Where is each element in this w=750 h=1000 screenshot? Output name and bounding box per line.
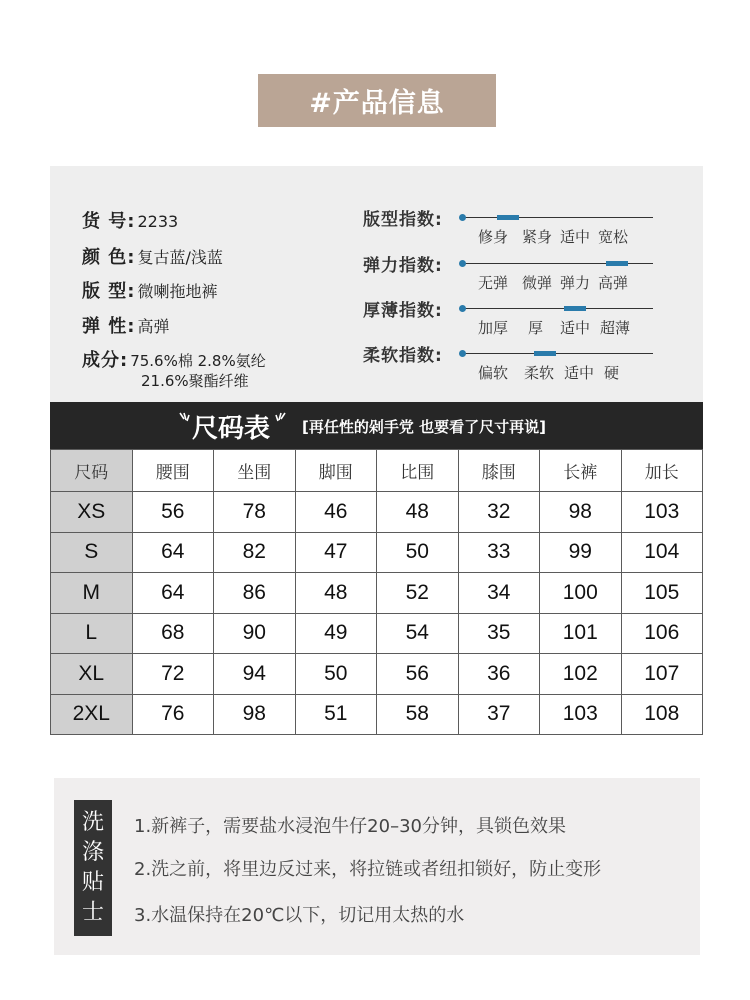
scale-options [478, 362, 634, 383]
scale-option: 微弹 [522, 274, 553, 292]
column-header: 长裤 [540, 450, 622, 492]
scale-thickness-index [363, 298, 663, 338]
washing-tag-char: 贴 [81, 870, 104, 895]
attr-value: 复古蓝/浅蓝 [137, 248, 223, 267]
attr-label: 货 号: [82, 211, 136, 232]
table-cell: 47 [295, 532, 377, 573]
table-cell: 106 [621, 613, 703, 654]
column-header: 脚围 [295, 450, 377, 492]
table-cell: 36 [458, 654, 540, 695]
table-cell: 105 [621, 573, 703, 614]
table-cell: 108 [621, 694, 703, 735]
table-row [51, 532, 703, 573]
table-cell: 52 [377, 573, 459, 614]
table-cell: 101 [540, 613, 622, 654]
table-cell: 58 [377, 694, 459, 735]
scale-marker [497, 215, 519, 220]
table-cell: 98 [540, 492, 622, 533]
table-cell: 86 [214, 573, 296, 614]
size-cell: M [51, 573, 133, 614]
size-cell: S [51, 532, 133, 573]
table-cell: 98 [214, 694, 296, 735]
size-chart-subtitle: [再任性的剁手党 也要看了尺寸再说] [302, 418, 546, 436]
attr-fit [82, 277, 217, 303]
table-cell: 49 [295, 613, 377, 654]
table-cell: 107 [621, 654, 703, 695]
size-table [50, 449, 703, 735]
washing-tag-char: 涤 [81, 840, 104, 865]
scale-option: 适中 [560, 319, 591, 337]
scale-option: 柔软 [524, 364, 555, 382]
washing-tips-tag [74, 800, 112, 936]
table-cell: 82 [214, 532, 296, 573]
table-cell: 56 [377, 654, 459, 695]
scale-option: 硬 [604, 364, 620, 382]
column-header: 坐围 [214, 450, 296, 492]
size-cell: XL [51, 654, 133, 695]
scale-label: 柔软指数: [363, 346, 443, 366]
scale-option: 高弹 [598, 274, 629, 292]
table-cell: 100 [540, 573, 622, 614]
table-cell: 103 [621, 492, 703, 533]
sparkle-left-icon [178, 411, 190, 425]
scale-option: 偏软 [478, 364, 509, 382]
attr-label: 弹 性: [82, 316, 136, 337]
scale-options [478, 317, 638, 338]
scale-options [478, 226, 636, 247]
size-chart-header [50, 402, 703, 449]
table-header-row [51, 450, 703, 492]
table-cell: 104 [621, 532, 703, 573]
scale-start-dot [459, 305, 466, 312]
table-cell: 76 [132, 694, 214, 735]
attr-value: 高弹 [137, 317, 170, 336]
washing-tag-char: 洗 [81, 810, 104, 835]
scale-label: 厚薄指数: [363, 301, 443, 321]
table-cell: 46 [295, 492, 377, 533]
table-cell: 102 [540, 654, 622, 695]
scale-elasticity-index [363, 253, 663, 293]
scale-label: 版型指数: [363, 210, 443, 230]
attr-label: 成分: [82, 350, 129, 371]
scale-start-dot [459, 350, 466, 357]
table-cell: 32 [458, 492, 540, 533]
table-row [51, 492, 703, 533]
table-cell: 94 [214, 654, 296, 695]
column-header: 加长 [621, 450, 703, 492]
attr-composition-line2: 21.6%聚酯纤维 [141, 372, 249, 390]
scale-line [463, 308, 653, 309]
scale-option: 弹力 [560, 274, 591, 292]
size-cell: XS [51, 492, 133, 533]
attr-color [82, 243, 223, 269]
table-cell: 35 [458, 613, 540, 654]
product-info-title: #产品信息 [258, 74, 496, 127]
column-header: 比围 [377, 450, 459, 492]
table-cell: 54 [377, 613, 459, 654]
scale-options [478, 272, 636, 293]
scale-fit-index [363, 207, 663, 247]
attr-label: 颜 色: [82, 247, 136, 268]
table-cell: 37 [458, 694, 540, 735]
scale-marker [606, 261, 628, 266]
column-header: 膝围 [458, 450, 540, 492]
table-cell: 34 [458, 573, 540, 614]
column-header: 尺码 [51, 450, 133, 492]
table-row [51, 613, 703, 654]
washing-tag-char: 士 [81, 900, 104, 925]
attr-item-number [82, 207, 178, 233]
table-cell: 48 [295, 573, 377, 614]
scale-line [463, 353, 653, 354]
table-cell: 50 [295, 654, 377, 695]
scale-option: 厚 [528, 319, 544, 337]
table-cell: 48 [377, 492, 459, 533]
scale-option: 宽松 [598, 228, 629, 246]
table-cell: 90 [214, 613, 296, 654]
scale-marker [534, 351, 556, 356]
table-cell: 99 [540, 532, 622, 573]
scale-option: 适中 [564, 364, 595, 382]
attr-composition [82, 346, 266, 372]
attr-label: 版 型: [82, 281, 136, 302]
scale-option: 适中 [560, 228, 591, 246]
sparkle-right-icon [275, 411, 287, 425]
attr-value: 微喇拖地裤 [137, 282, 218, 301]
scale-label: 弹力指数: [363, 256, 443, 276]
table-cell: 64 [132, 532, 214, 573]
scale-option: 无弹 [478, 274, 509, 292]
table-cell: 64 [132, 573, 214, 614]
table-cell: 56 [132, 492, 214, 533]
washing-tip-2: 2.洗之前，将里边反过来，将拉链或者纽扣锁好，防止变形 [134, 859, 602, 880]
size-cell: L [51, 613, 133, 654]
table-cell: 51 [295, 694, 377, 735]
scale-option: 修身 [478, 228, 509, 246]
scale-option: 紧身 [522, 228, 553, 246]
column-header: 腰围 [132, 450, 214, 492]
table-cell: 72 [132, 654, 214, 695]
scale-option: 超薄 [600, 319, 631, 337]
attr-value: 2233 [137, 212, 179, 231]
scale-start-dot [459, 214, 466, 221]
attr-value: 75.6%棉 2.8%氨纶 [130, 352, 266, 370]
washing-tip-3: 3.水温保持在20℃以下，切记用太热的水 [134, 905, 465, 926]
size-chart-title: 尺码表 [192, 414, 271, 444]
attr-elasticity [82, 312, 169, 338]
scale-marker [564, 306, 586, 311]
table-row [51, 573, 703, 614]
table-cell: 33 [458, 532, 540, 573]
scale-softness-index [363, 343, 663, 383]
table-cell: 68 [132, 613, 214, 654]
table-cell: 78 [214, 492, 296, 533]
table-cell: 50 [377, 532, 459, 573]
table-row [51, 694, 703, 735]
table-cell: 103 [540, 694, 622, 735]
size-cell: 2XL [51, 694, 133, 735]
washing-tip-1: 1.新裤子，需要盐水浸泡牛仔20–30分钟，具锁色效果 [134, 816, 566, 837]
scale-line [463, 217, 653, 218]
table-row [51, 654, 703, 695]
scale-start-dot [459, 260, 466, 267]
scale-option: 加厚 [478, 319, 509, 337]
